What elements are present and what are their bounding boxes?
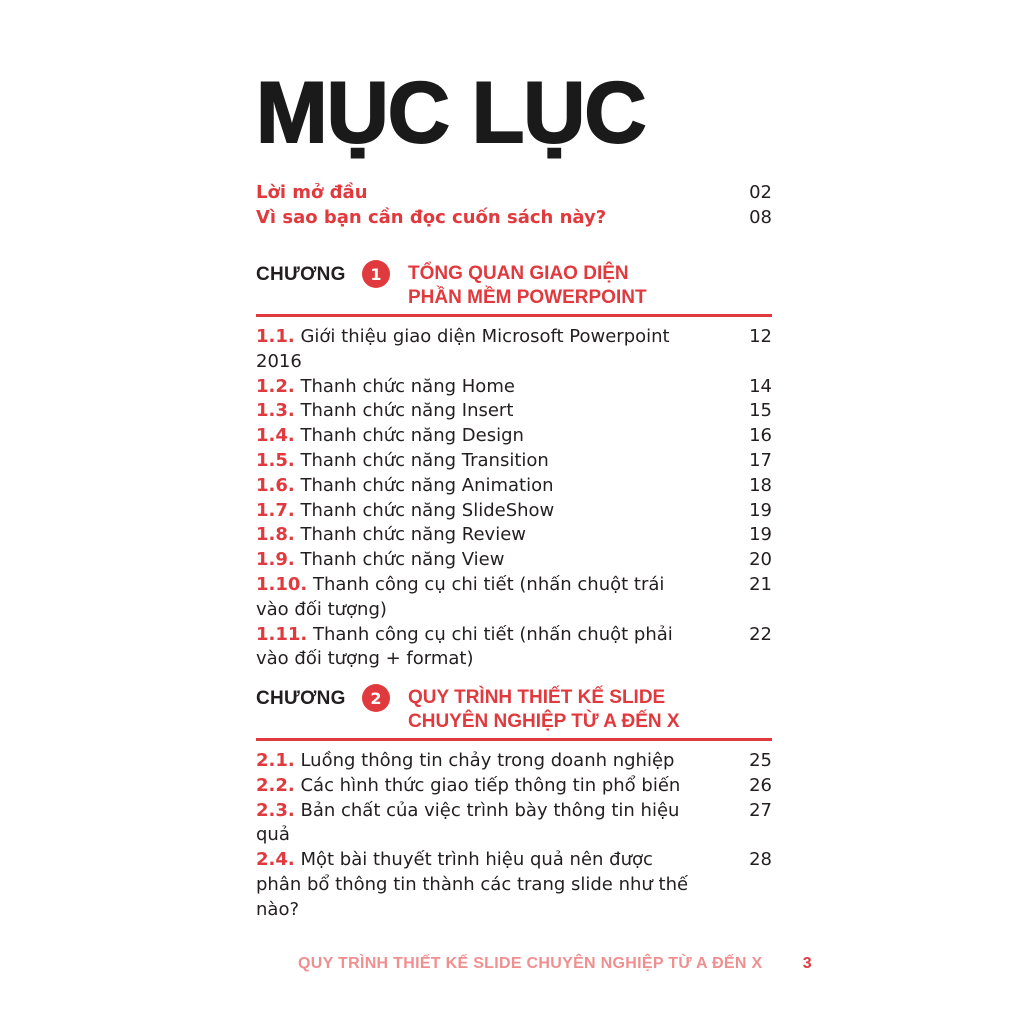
- entry-number: 1.8.: [256, 524, 295, 546]
- intro-item-title: Vì sao bạn cần đọc cuốn sách này?: [256, 207, 607, 228]
- entry-number: 2.4.: [256, 849, 295, 871]
- toc-entry[interactable]: [256, 325, 772, 375]
- toc-entry[interactable]: [256, 499, 772, 524]
- page-footer: [298, 955, 812, 973]
- chapter-2: [256, 684, 772, 923]
- intro-list: [256, 180, 772, 230]
- entry-page: 25: [749, 750, 772, 771]
- chapter-divider: [256, 314, 772, 317]
- toc-entry[interactable]: [256, 848, 772, 922]
- entry-number: 2.1.: [256, 750, 295, 771]
- toc-entry[interactable]: [256, 799, 772, 849]
- toc-entry[interactable]: [256, 523, 772, 548]
- entry-text: Thanh chức năng SlideShow: [300, 499, 555, 521]
- chapter-label: CHƯƠNG: [256, 264, 346, 285]
- toc-entry[interactable]: [256, 399, 772, 424]
- page-number: 3: [802, 955, 812, 972]
- entry-text: Thanh chức năng Insert: [300, 400, 514, 422]
- entry-text: Thanh chức năng Animation: [300, 474, 554, 496]
- entry-page: 12: [749, 326, 772, 347]
- entry-number: 1.11.: [256, 623, 308, 645]
- entry-page: 15: [749, 400, 772, 422]
- page-title: MỤC LỤC: [256, 65, 646, 161]
- entry-page: 20: [749, 549, 772, 571]
- entry-text: Các hình thức giao tiếp thông tin phổ biến: [300, 774, 681, 796]
- toc-entry[interactable]: [256, 474, 772, 499]
- entry-text: Thanh công cụ chi tiết (nhấn chuột phải vào đối tượng + format): [256, 623, 673, 670]
- entry-number: 1.9.: [256, 549, 295, 571]
- entry-text: Thanh công cụ chi tiết (nhấn chuột trái vào đối tượng): [256, 573, 665, 620]
- entry-page: 27: [749, 799, 772, 821]
- toc-entry[interactable]: [256, 449, 772, 474]
- intro-item[interactable]: [256, 205, 772, 230]
- entry-number: 1.6.: [256, 474, 295, 496]
- entry-page: 21: [749, 573, 772, 595]
- chapter-title-line: CHUYÊN NGHIỆP TỪ A ĐẾN X: [408, 711, 680, 732]
- entry-number: 1.2.: [256, 375, 295, 397]
- intro-item-page: 08: [749, 207, 772, 228]
- chapter-title-line: TỔNG QUAN GIAO DIỆN: [408, 263, 629, 284]
- chapter-title: [408, 686, 768, 734]
- entry-number: 1.10.: [256, 573, 308, 595]
- chapter-divider: [256, 738, 772, 741]
- toc-entry[interactable]: [256, 548, 772, 573]
- entry-page: 26: [749, 774, 772, 796]
- entry-number: 1.7.: [256, 499, 295, 521]
- entry-text: Một bài thuyết trình hiệu quả nên được phân bổ thông tin thành các trang slide như thế nào?: [256, 849, 689, 920]
- entry-number: 2.3.: [256, 799, 295, 821]
- chapter-entries: [256, 749, 772, 923]
- intro-item-page: 02: [749, 182, 772, 203]
- entry-page: 18: [749, 474, 772, 496]
- entry-text: Thanh chức năng Review: [300, 524, 526, 546]
- entry-text: Thanh chức năng View: [300, 549, 505, 571]
- entry-number: 1.5.: [256, 449, 295, 471]
- entry-text: Giới thiệu giao diện Microsoft Powerpoint 2016: [256, 326, 670, 372]
- toc-entry[interactable]: [256, 774, 772, 799]
- entry-page: 28: [749, 849, 772, 871]
- toc-entry[interactable]: [256, 749, 772, 774]
- entry-text: Luồng thông tin chảy trong doanh nghiệp: [300, 750, 675, 771]
- toc-entry[interactable]: [256, 573, 772, 623]
- toc-entry[interactable]: [256, 623, 772, 673]
- chapter-number-badge: 1: [362, 260, 390, 288]
- entry-page: 14: [749, 375, 772, 397]
- chapter-number-badge: 2: [362, 684, 390, 712]
- chapter-heading: [256, 260, 772, 312]
- entry-page: 16: [749, 425, 772, 447]
- chapter-title-line: PHẦN MỀM POWERPOINT: [408, 287, 647, 308]
- chapter-1: [256, 260, 772, 672]
- entry-text: Thanh chức năng Design: [300, 425, 524, 447]
- entry-page: 19: [749, 499, 772, 521]
- entry-number: 1.4.: [256, 425, 295, 447]
- toc-entry[interactable]: [256, 424, 772, 449]
- chapter-entries: [256, 325, 772, 672]
- entry-page: 22: [749, 623, 772, 645]
- chapter-title-line: QUY TRÌNH THIẾT KẾ SLIDE: [408, 687, 666, 708]
- entry-number: 1.3.: [256, 400, 295, 422]
- intro-item[interactable]: [256, 180, 772, 205]
- chapter-label: CHƯƠNG: [256, 688, 346, 709]
- entry-number: 2.2.: [256, 774, 295, 796]
- intro-item-title: Lời mở đầu: [256, 182, 368, 203]
- running-title: QUY TRÌNH THIẾT KẾ SLIDE CHUYÊN NGHIỆP TỪ A ĐẾN X: [298, 955, 763, 972]
- entry-page: 19: [749, 524, 772, 546]
- entry-text: Thanh chức năng Transition: [300, 449, 549, 471]
- chapter-title: [408, 262, 768, 310]
- chapter-heading: [256, 684, 772, 736]
- toc-entry[interactable]: [256, 375, 772, 400]
- entry-page: 17: [749, 449, 772, 471]
- entry-text: Bản chất của việc trình bày thông tin hiệu quả: [256, 799, 680, 846]
- entry-text: Thanh chức năng Home: [300, 375, 515, 397]
- entry-number: 1.1.: [256, 326, 295, 347]
